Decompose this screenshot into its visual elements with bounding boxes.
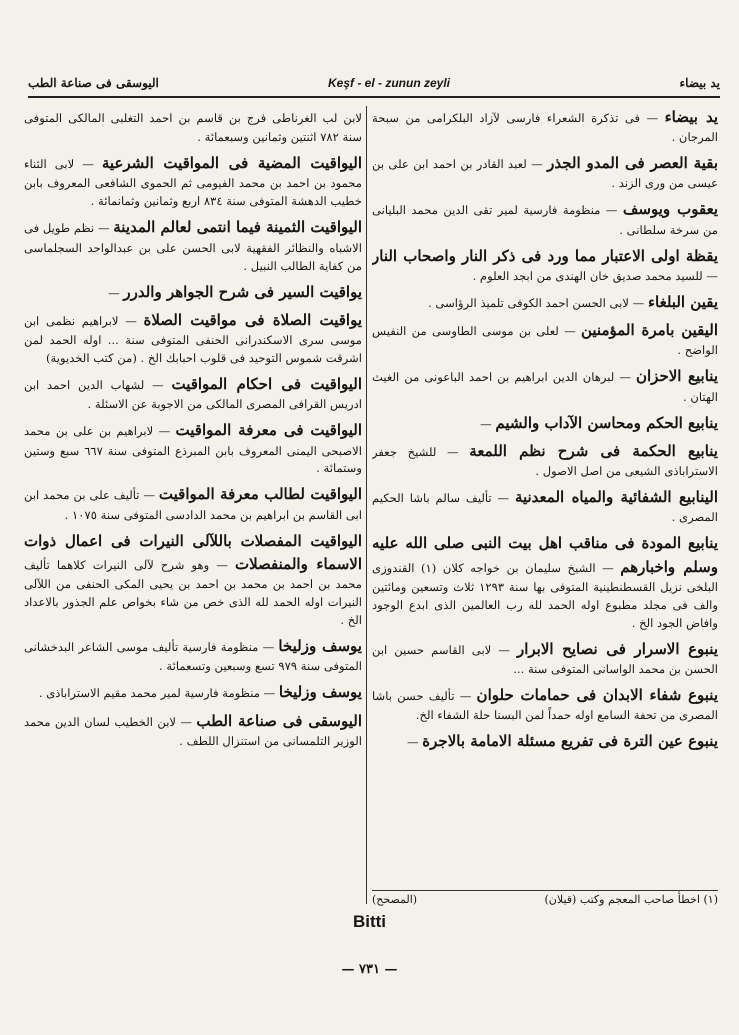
footnote-rule: [372, 890, 718, 891]
entry: [24, 635, 362, 676]
entry-description: — لابى الثناء محمود بن احمد بن محمد الفيومى ثم الحموى الشافعى المعروف بابن خطيب الدهشة المتوفى سنة ٨٣٤ اربع وثمانين وثمانمائة .: [24, 157, 362, 209]
right-column: [372, 106, 718, 906]
entry-description: — لابراهيم نظمى ابن موسى سرى الاسكندرانى الحنفى المتوفى سنة ... اوله الحمد لمن اشرقت شموس التوحيد فى قلوب احبابك الخ . (من كتب الخديوية): [24, 313, 362, 366]
running-header: [28, 72, 720, 98]
footnote-text: (١) اخطأ صاحب المعجم وكتب (قيلان): [544, 893, 718, 906]
header-left-title: اليوسقى فى صناعة الطب: [28, 76, 159, 90]
end-marker: Bitti: [352, 912, 387, 931]
entry-description: — لابى الحسن احمد الكوفى تلميذ الرؤاسى .: [428, 295, 648, 310]
entry-headword: يوسف وزليخا: [278, 683, 362, 702]
entry: [372, 152, 718, 193]
entry-description: — لابراهيم بن على بن محمد الاصبحى اليمنى المعروف بابن المبرذع المتوفى سنة ٦٦٧ سبع وستين وستمائة .: [24, 424, 362, 476]
entry-headword: بقية العصر فى المدو الجذر: [547, 154, 718, 173]
entry-headword: ينبوع شفاء الابدان فى حمامات حلوان: [476, 685, 718, 704]
entry-headword: يد بيضاء: [664, 108, 718, 126]
entry: [372, 365, 718, 406]
footnote: [372, 893, 718, 906]
entry: [372, 486, 718, 527]
entry: [24, 530, 362, 630]
entry: [372, 319, 718, 360]
entry-headword: اليوسقى فى صناعة الطب: [196, 711, 362, 730]
entry: [372, 245, 718, 286]
entry: [24, 309, 362, 368]
entry: [24, 216, 362, 275]
entry-description: — منظومة فارسية لمير تقى الدين محمد البليانى من سرخة سلطانى .: [372, 203, 718, 237]
entry-description: — لبرهان الدين ابراهيم بن احمد الباعونى من الغيث الهتان .: [372, 370, 718, 404]
entry-headword: اليواقيت فى معرفة المواقيت: [175, 421, 362, 440]
page-number: — ٧٣١ —: [341, 962, 398, 977]
entry-description: — لابى القاسم حسين ابن الحسن بن محمد الواسانى المتوفى سنة ...: [372, 642, 718, 676]
header-right-title: يد بيضاء: [679, 76, 720, 90]
entry-headword: اليواقيت لطالب معرفة المواقيت: [158, 485, 362, 504]
entry-description: — للسيد محمد صديق خان الهندى من ابجد العلوم .: [472, 268, 718, 283]
entry: [24, 281, 362, 304]
entry-description: — للشيخ جعفر الاستراباذى الشيعى من اصل الاصول .: [372, 444, 718, 479]
entry: [24, 373, 362, 414]
entry: [372, 106, 718, 147]
entry: [24, 419, 362, 478]
entry: [372, 291, 718, 314]
entry-headword: اليواقيت فى احكام المواقيت: [171, 375, 362, 394]
entry-description: — لعبد القادر بن احمد ابن على بن عيسى من ورى الزند .: [372, 157, 718, 191]
entry-headword: ينبوع الاسرار فى نصايح الابرار: [516, 639, 718, 658]
entry: [372, 198, 718, 239]
entry: [372, 638, 718, 679]
column-divider: [366, 106, 367, 904]
entry: [24, 483, 362, 524]
entry-headword: اليواقيت المفصلات باللآلى النيرات فى اعمال ذوات الاسماء والمنفصلات: [24, 531, 362, 573]
entry-headword: الينابيع الشفائية والمياه المعدنية: [514, 488, 718, 507]
entry-description: — منظومة فارسية لمير محمد مقيم الاستراباذى .: [38, 686, 279, 701]
entry-description: — فى تذكرة الشعراء فارسى لآزاد البلكرامى من سبحة المرجان .: [372, 111, 718, 145]
entry-description: —: [108, 285, 124, 300]
entry-headword: اليقين بامرة المؤمنين: [580, 321, 718, 340]
entry-headword: ينابيع المودة فى مناقب اهل بيت النبى صلى الله عليه وسلم واخبارهم: [372, 534, 718, 576]
entry-headword: يقظة اولى الاعتبار مما ورد فى ذكر النار واصحاب النار: [372, 246, 718, 265]
entry: [24, 152, 362, 211]
entry-description: لابن لب الغرناطى فرج بن قاسم بن احمد التغلبى المالكى المتوفى سنة ٧٨٢ اثنتين وثمانين وسبعمائة .: [24, 111, 362, 145]
entry: [24, 681, 362, 704]
entry-description: —: [480, 416, 496, 431]
entry-description: — وهو شرح لآلى النيرات كلاهما تأليف محمد بن احمد بن محمد بن احمد بن يحيى المكى الحنفى من اللآلى النيرات اوله الحمد لله الذى خص من شاء بخواص علم الجذور بالاعداد الخ .: [24, 557, 362, 628]
entry-headword: ينبوع عين الترة فى تفريع مسئلة الامامة بالاجرة: [422, 732, 718, 751]
entry: [24, 710, 362, 751]
entry-description: — لابن الخطيب لسان الدين محمد الوزير التلمسانى من استنزال اللطف .: [24, 714, 362, 748]
entry-description: — تأليف سالم باشا الحكيم المصرى .: [372, 491, 718, 525]
entry: [372, 730, 718, 753]
entry: [24, 106, 362, 147]
entry-headword: اليواقيت المضية فى المواقيت الشرعية: [101, 154, 362, 173]
entry-description: — تأليف على بن محمد ابن ابى القاسم بن ابراهيم بن محمد الدادسى المتوفى سنة ١٠٧٥ .: [24, 488, 362, 522]
entry-description: — تأليف حسن باشا المصرى من تحفة السامع اوله حمداً لمن البسنا حلة الشفاء الخ.: [372, 688, 718, 723]
entry-headword: يقين البلغاء: [647, 292, 718, 311]
entry-headword: يعقوب ويوسف: [622, 200, 718, 219]
header-book-title: Keşf - el - zunun zeyli: [328, 76, 451, 90]
entry-description: — منظومة فارسية تأليف موسى الشاعر البدخشانى المتوفى سنة ٩٧٩ تسع وسبعين وتسعمائة .: [24, 640, 362, 674]
entry-headword: يواقيت الصلاة فى مواقيت الصلاة: [143, 310, 362, 329]
entry: [372, 684, 718, 725]
entry-headword: يوسف وزليخا: [278, 637, 362, 656]
entry-description: — لشهاب الدين احمد ابن ادريس القرافى المصرى المالكى من الاجوبة عن الاسئلة .: [24, 378, 362, 412]
entry: [372, 440, 718, 481]
entry-description: — الشيخ سليمان بن خواجه كلان (١) القندوزى البلخى نزيل القسطنطينية المتوفى بها سنة ١٢٩٣ ثلاث وتسعين ومائتين والف فى مجلد مطبوع اوله الحمد لله رب العالمين الذى ابدع الوجود وافاض الجود الخ .: [372, 560, 718, 630]
entry-description: — نظم طويل فى الاشباه والنظائر الفقهية لابى الحسن على بن عبدالواحد السجلماسى من كفاية الطالب النبيل .: [24, 221, 362, 273]
entry-headword: اليواقيت الثمينة فيما انتمى لعالم المدينة: [113, 218, 362, 237]
entry: [372, 412, 718, 435]
entry-headword: ينابيع الاحزان: [636, 367, 718, 386]
entry: [372, 532, 718, 632]
entry-description: — لعلى بن موسى الطاوسى من النفيس الواضح .: [372, 324, 718, 358]
entry-headword: ينابيع الحكمة فى شرح نظم اللمعة: [469, 441, 718, 460]
entry-headword: ينابيع الحكم ومحاسن الآداب والشيم: [495, 413, 718, 432]
entry-headword: يواقيت السير فى شرح الجواهر والدرر: [123, 282, 362, 301]
footnote-editor-note: (المصحح): [372, 893, 418, 906]
left-column: [24, 106, 362, 906]
entry-description: —: [407, 735, 423, 750]
